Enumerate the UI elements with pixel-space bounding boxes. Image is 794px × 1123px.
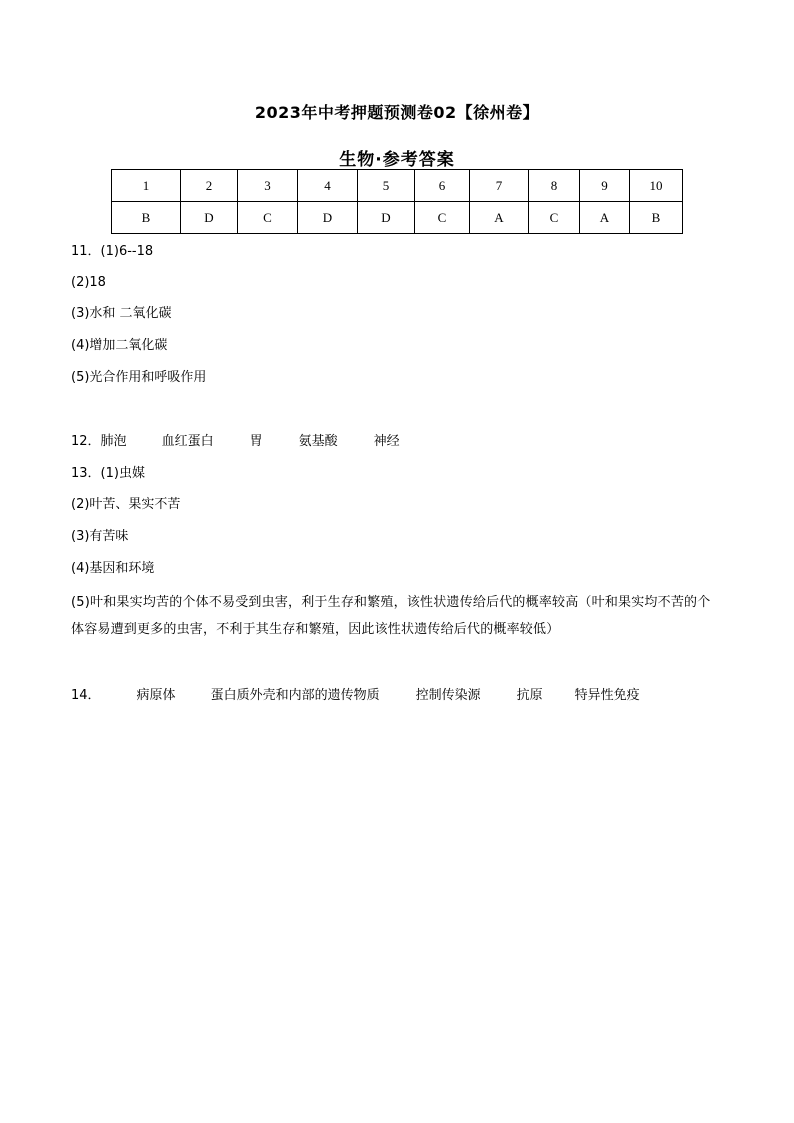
q13-part-2: (2)叶苦、果实不苦 [71,497,181,512]
question-number-cell: 10 [630,170,683,202]
q14-answer: 蛋白质外壳和内部的遗传物质 [210,688,380,703]
document-title: 2023年中考押题预测卷02【徐州卷】 [254,103,540,122]
question-number-cell: 7 [470,170,529,202]
answer-cell: D [181,202,238,234]
q11-part-3: (3)水和 二氧化碳 [71,306,172,321]
answer-row [112,202,683,234]
q14-answer: 病原体 [136,688,176,703]
q14-answer-line [71,686,640,706]
q12-answer-line [71,432,400,452]
question-number-cell: 6 [415,170,470,202]
q12-answer: 神经 [373,434,400,449]
question-number-cell: 1 [112,170,181,202]
q13-part-4: (4)基因和环境 [71,561,155,576]
question-number-cell: 3 [238,170,298,202]
question-number-cell: 8 [529,170,580,202]
q14-answer: 控制传染源 [415,688,481,703]
q11-part-2: (2)18 [71,275,106,290]
q14-answer: 抗原 [516,688,543,703]
q13-part-5: (5)叶和果实均苦的个体不易受到虫害，利于生存和繁殖，该性状遗传给后代的概率较高（叶和果实均不苦的个体容易遭到更多的虫害，不利于其生存和繁殖，因此该性状遗传给后代的概率较低） [71,595,711,637]
q13-part-3: (3)有苦味 [71,529,129,544]
q12-answer: 氨基酸 [298,434,338,449]
answer-cell: B [630,202,683,234]
q11-part-4: (4)增加二氧化碳 [71,338,168,353]
q13-part-1: 13．(1)虫媒 [71,466,145,481]
answer-cell: C [415,202,470,234]
answer-cell: A [580,202,630,234]
q14-answer: 特异性免疫 [574,688,640,703]
q12-answer: 血红蛋白 [161,434,214,449]
q12-answer: 肺泡 [100,434,127,449]
q11-part-5: (5)光合作用和呼吸作用 [71,370,207,385]
question-number-cell: 9 [580,170,630,202]
q12-number: 12． [71,434,101,449]
answer-cell: A [470,202,529,234]
q14-number: 14． [71,688,101,703]
answer-cell: C [529,202,580,234]
answer-cell: C [238,202,298,234]
q12-answer: 胃 [249,434,263,449]
question-number-cell: 5 [358,170,415,202]
q11-part-1: 11．(1)6--18 [71,244,154,259]
answer-cell: B [112,202,181,234]
answer-cell: D [358,202,415,234]
question-number-cell: 2 [181,170,238,202]
answer-table [111,169,683,234]
question-number-row [112,170,683,202]
question-number-cell: 4 [298,170,358,202]
document-subtitle: 生物·参考答案 [339,150,455,170]
answer-cell: D [298,202,358,234]
